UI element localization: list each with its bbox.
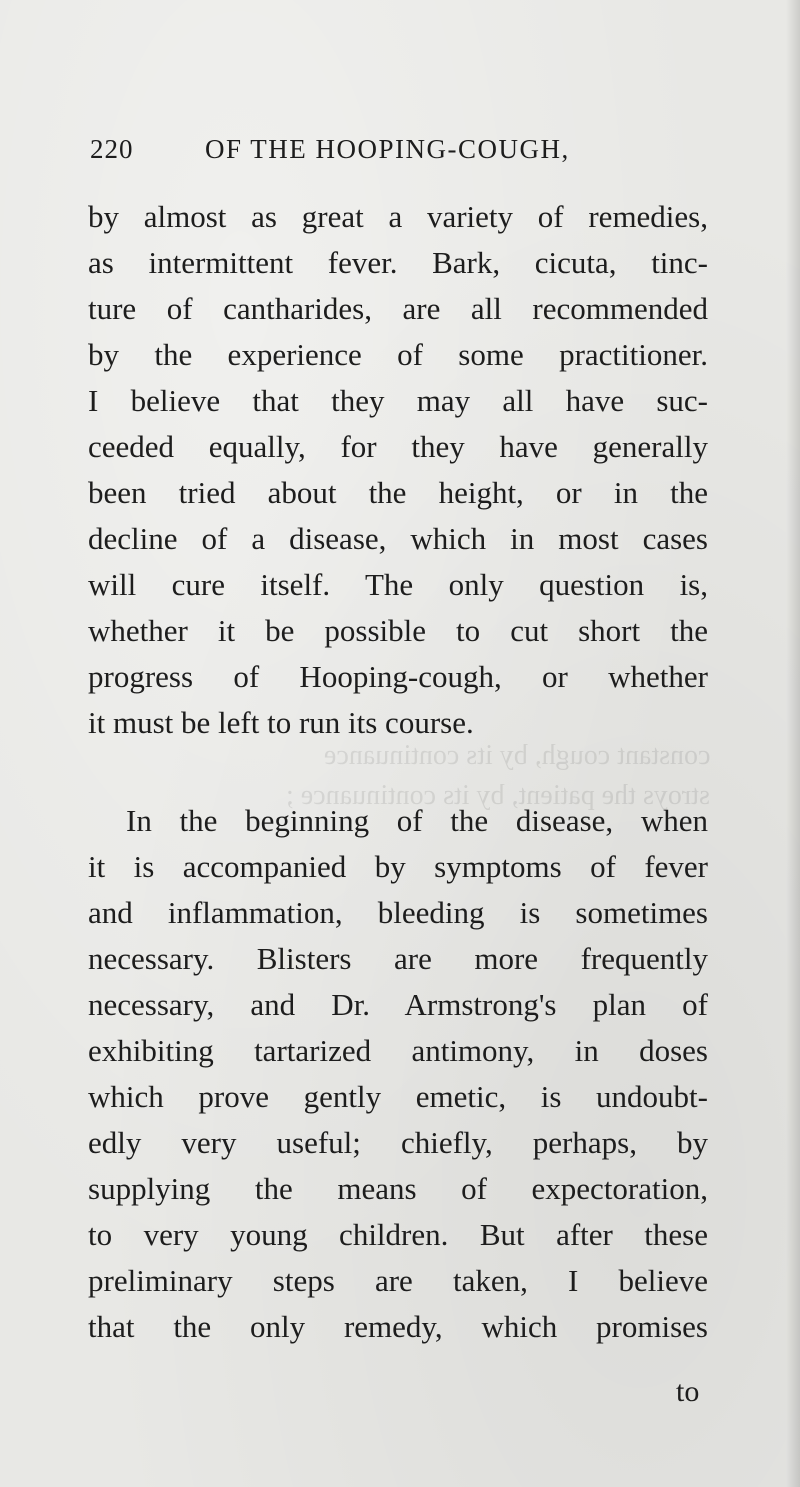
show-through-text: constant cough, by its continuance xyxy=(323,740,710,771)
text-line: exhibiting tartarized antimony, in doses xyxy=(88,1033,708,1068)
text-line: as intermittent fever. Bark, cicuta, tinc- xyxy=(88,245,708,280)
page-number: 220 xyxy=(90,134,134,164)
paragraph-spacer xyxy=(88,746,708,798)
running-head xyxy=(90,134,710,174)
page-edge-shadow xyxy=(786,0,800,1487)
text-line: preliminary steps are taken, I believe xyxy=(88,1263,708,1298)
text-line: I believe that they may all have suc- xyxy=(88,383,708,418)
show-through-text: stroys the patient, by its continuance ; xyxy=(286,780,710,811)
text-line: whether it be possible to cut short the xyxy=(88,613,708,648)
text-line: by the experience of some practitioner. xyxy=(88,337,708,372)
text-line: decline of a disease, which in most cases xyxy=(88,521,708,556)
running-title: OF THE HOOPING-COUGH, xyxy=(205,134,570,164)
text-line: which prove gently emetic, is undoubt- xyxy=(88,1079,708,1114)
text-line: it must be left to run its course. xyxy=(88,705,474,740)
text-line: necessary. Blisters are more frequently xyxy=(88,941,708,976)
paragraph xyxy=(88,194,708,746)
text-line: and inflammation, bleeding is sometimes xyxy=(88,895,708,930)
text-line: by almost as great a variety of remedies, xyxy=(88,199,708,234)
text-line: progress of Hooping-cough, or whether xyxy=(88,659,708,694)
paragraph xyxy=(88,798,708,1350)
text-line: been tried about the height, or in the xyxy=(88,475,708,510)
text-line: ture of cantharides, are all recommended xyxy=(88,291,708,326)
body-text xyxy=(88,194,708,1350)
text-line: ceeded equally, for they have generally xyxy=(88,429,708,464)
catchword: to xyxy=(676,1375,700,1408)
text-line: necessary, and Dr. Armstrong's plan of xyxy=(88,987,708,1022)
text-line: edly very useful; chiefly, perhaps, by xyxy=(88,1125,708,1160)
text-line: supplying the means of expectoration, xyxy=(88,1171,708,1206)
text-line: it is accompanied by symptoms of fever xyxy=(88,849,708,884)
text-line: to very young children. But after these xyxy=(88,1217,708,1252)
text-line: that the only remedy, which promises xyxy=(88,1309,708,1344)
text-line: In the beginning of the disease, when xyxy=(126,803,708,838)
text-line: will cure itself. The only question is, xyxy=(88,567,708,602)
